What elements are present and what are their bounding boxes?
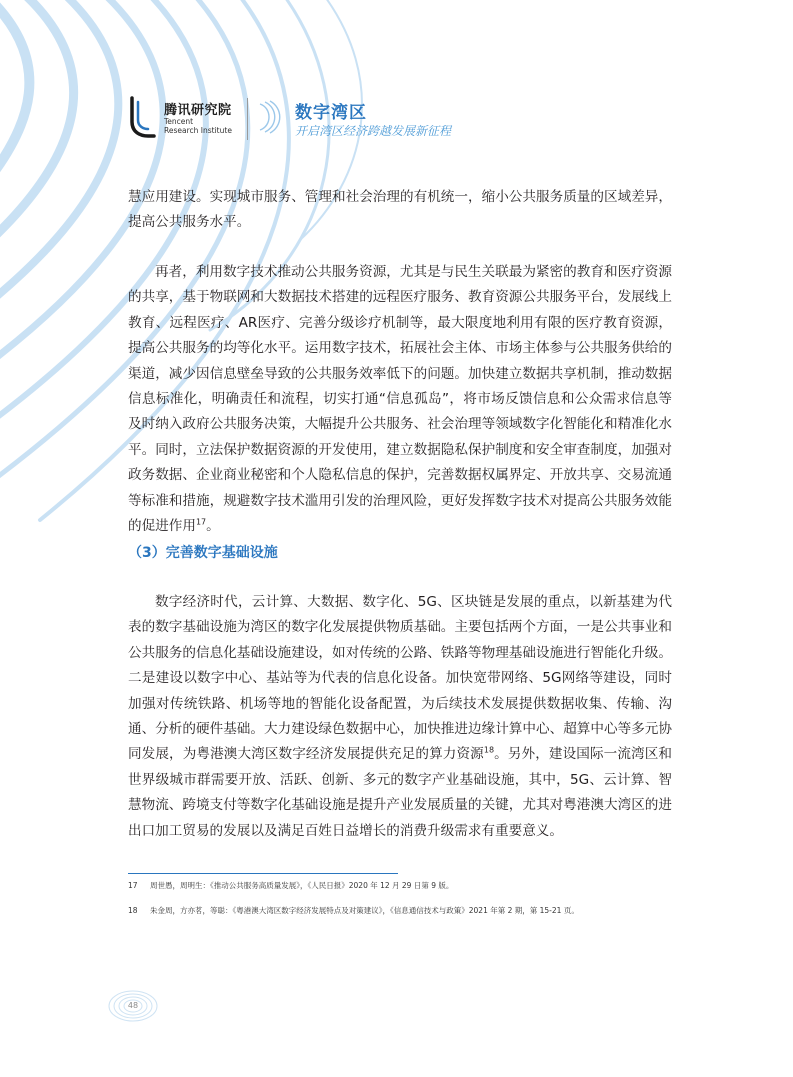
footnote-ref-17: 17: [195, 517, 207, 527]
footnote-18: [128, 905, 688, 916]
logo-chinese-name: 腾讯研究院: [164, 103, 232, 118]
logo-english-line-1: Tencent: [164, 117, 194, 126]
paragraph-3-text-b: 。另外，建设国际一流湾区和世界级城市群需要开放、活跃、创新、多元的数字产业基础设施，其中，5G、云计算、智慧物流、跨境支付等数字化基础设施是提升产业发展质量的关键，尤其对粤港澳大湾区的进出口加工贸易的发展以及满足百姓日益增长的消费升级需求有重要意义。: [128, 746, 672, 839]
footnote-divider: [128, 873, 398, 874]
body-paragraph-3: [128, 590, 672, 844]
header-divider: [247, 98, 248, 140]
paragraph-2-end: 。: [206, 518, 220, 535]
paragraph-3-text-a: 数字经济时代，云计算、大数据、数字化、5G、区块链是发展的重点，以新基建为代表的数字基础设施为湾区的数字化发展提供物质基础。主要包括两个方面，一是公共事业和公共服务的信息化基础设施建设，如对传统的公路、铁路等物理基础设施进行智能化升级。二是建设以数字中心、基站等为代表的信息化设备。加快宽带网络、5G网络等建设，同时加强对传统铁路、机场等地的智能化设备配置，为后续技术发展提供数据收集、传输、沟通、分析的硬件基础。大力建设绿色数据中心，加快推进边缘计算中心、超算中心等多元协同发展，为粤港澳大湾区数字经济发展提供充足的算力资源: [128, 594, 672, 763]
footnote-number: 17: [128, 881, 138, 890]
footnote-text: 朱金周，方亦茗，等聪：《粤港澳大湾区数字经济发展特点及对策建议》，《信息通信技术与政策》2021 年第 2 期，第 15-21 页。: [150, 906, 579, 915]
brand-title: 数字湾区: [295, 103, 367, 123]
brand-subtitle: 开启湾区经济跨越发展新征程: [295, 124, 452, 138]
footnote-number: 18: [128, 906, 138, 915]
page-number: 48: [127, 1001, 139, 1010]
tencent-logo-icon: [128, 96, 156, 138]
body-paragraph-2: [128, 260, 672, 539]
footnote-ref-18: 18: [483, 745, 495, 755]
footnote-text: 周世愚，周明生：《推动公共服务高质量发展》，《人民日报》2020 年 12 月 29 日第 9 版。: [150, 881, 454, 890]
wave-logo-icon: [258, 100, 284, 134]
section-heading: （3）完善数字基础设施: [128, 545, 278, 561]
footnote-17: [128, 880, 688, 891]
logo-english-line-2: Research Institute: [164, 126, 232, 135]
paragraph-2-text: 再者，利用数字技术推动公共服务资源，尤其是与民生关联最为紧密的教育和医疗资源的共享，基于物联网和大数据技术搭建的远程医疗服务、教育资源公共服务平台，发展线上教育、远程医疗、AR医疗、完善分级诊疗机制等，最大限度地利用有限的医疗教育资源，提高公共服务的均等化水平。运用数字技术，拓展社会主体、市场主体参与公共服务供给的渠道，减少因信息壁垒导致的公共服务效率低下的问题。加快建立数据共享机制，推动数据信息标准化，明确责任和流程，切实打通“信息孤岛”，将市场反馈信息和公众需求信息等及时纳入政府公共服务决策，大幅提升公共服务、社会治理等领域数字化智能化和精准化水平。同时，立法保护数据资源的开发使用，建立数据隐私保护制度和安全审查制度，加强对政务数据、企业商业秘密和个人隐私信息的保护，完善数据权属界定、开放共享、交易流通等标准和措施，规避数字技术滥用引发的治理风险，更好发挥数字技术对提高公共服务效能的促进作用: [128, 264, 672, 535]
page-number-badge: [108, 990, 158, 1026]
body-paragraph-1: 慧应用建设。实现城市服务、管理和社会治理的有机统一，缩小公共服务质量的区域差异，提高公共服务水平。: [128, 189, 672, 231]
